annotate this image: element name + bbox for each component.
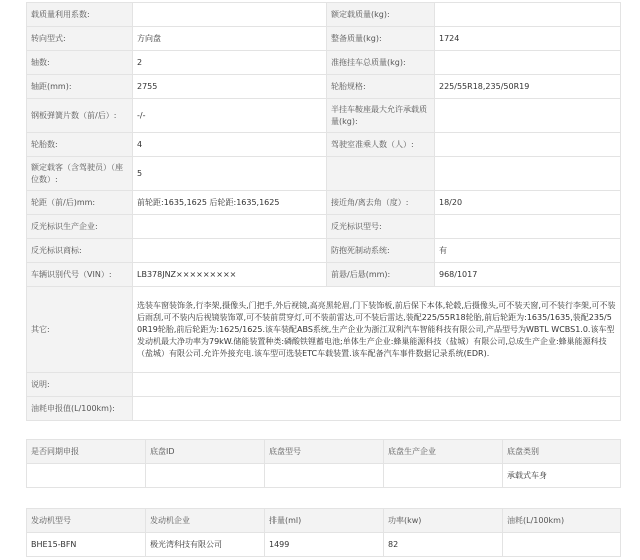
param-value bbox=[133, 239, 327, 263]
param-row bbox=[27, 3, 621, 27]
param-value: 2 bbox=[133, 51, 327, 75]
param-label: 前悬/后悬(mm): bbox=[327, 263, 435, 287]
engine-header-row bbox=[27, 509, 621, 533]
vehicle-params-table bbox=[26, 2, 621, 421]
param-value: 5 bbox=[133, 157, 327, 191]
param-value bbox=[133, 373, 621, 397]
param-row bbox=[27, 99, 621, 133]
param-label: 接近角/离去角（度）: bbox=[327, 191, 435, 215]
param-label: 轮距（前/后)mm: bbox=[27, 191, 133, 215]
chassis-table bbox=[26, 439, 621, 488]
param-label: 轴数: bbox=[27, 51, 133, 75]
engine-value-cell: 1499 bbox=[265, 533, 384, 557]
param-label: 反光标识生产企业: bbox=[27, 215, 133, 239]
chassis-header-cell: 底盘生产企业 bbox=[384, 440, 503, 464]
chassis-value-cell bbox=[146, 464, 265, 488]
param-row bbox=[27, 263, 621, 287]
param-row bbox=[27, 373, 621, 397]
param-label: 轮胎数: bbox=[27, 133, 133, 157]
param-label: 载质量利用系数: bbox=[27, 3, 133, 27]
param-label bbox=[327, 157, 435, 191]
param-label: 额定载质量(kg): bbox=[327, 3, 435, 27]
param-value bbox=[435, 215, 621, 239]
chassis-value-cell bbox=[265, 464, 384, 488]
engine-header-cell: 发动机企业 bbox=[146, 509, 265, 533]
param-value bbox=[435, 157, 621, 191]
param-value: 18/20 bbox=[435, 191, 621, 215]
engine-header-cell: 功率(kw) bbox=[384, 509, 503, 533]
param-value: 前轮距:1635,1625 后轮距:1635,1625 bbox=[133, 191, 327, 215]
param-label: 准拖挂车总质量(kg): bbox=[327, 51, 435, 75]
param-value bbox=[435, 99, 621, 133]
param-value: LB378JNZ××××××××× bbox=[133, 263, 327, 287]
param-label: 反光标识型号: bbox=[327, 215, 435, 239]
chassis-value-row bbox=[27, 464, 621, 488]
chassis-header-cell: 是否同期申报 bbox=[27, 440, 146, 464]
param-value: 1724 bbox=[435, 27, 621, 51]
engine-value-row bbox=[27, 533, 621, 557]
param-label: 额定载客（含驾驶员）（座位数）: bbox=[27, 157, 133, 191]
param-value bbox=[435, 51, 621, 75]
param-row bbox=[27, 191, 621, 215]
chassis-header-cell: 底盘类别 bbox=[503, 440, 621, 464]
param-value: 有 bbox=[435, 239, 621, 263]
engine-value-cell: 82 bbox=[384, 533, 503, 557]
param-value: 4 bbox=[133, 133, 327, 157]
param-label: 轴距(mm): bbox=[27, 75, 133, 99]
param-value bbox=[435, 133, 621, 157]
chassis-header-row bbox=[27, 440, 621, 464]
param-label: 轮胎规格: bbox=[327, 75, 435, 99]
engine-header-cell: 排量(ml) bbox=[265, 509, 384, 533]
engine-value-cell: BHE15-BFN bbox=[27, 533, 146, 557]
engine-header-cell: 油耗(L/100km) bbox=[503, 509, 621, 533]
param-row bbox=[27, 215, 621, 239]
param-value bbox=[133, 3, 327, 27]
param-label: 油耗申报值(L/100km): bbox=[27, 397, 133, 421]
engine-value-cell: 极光湾科技有限公司 bbox=[146, 533, 265, 557]
engine-table bbox=[26, 508, 621, 557]
param-row bbox=[27, 51, 621, 75]
chassis-value-cell: 承载式车身 bbox=[503, 464, 621, 488]
param-value bbox=[133, 397, 621, 421]
param-row bbox=[27, 27, 621, 51]
param-row bbox=[27, 133, 621, 157]
param-label: 整备质量(kg): bbox=[327, 27, 435, 51]
engine-header-cell: 发动机型号 bbox=[27, 509, 146, 533]
param-label: 说明: bbox=[27, 373, 133, 397]
param-value: 选装车窗装饰条,行李架,摄像头,门把手,外后视镜,高亮黑轮眉,门下装饰板,前后保下本体,轮毂,后摄像头,可不装天窗,可不装行李架,可不装后雨刮,可不装内后视镜装饰罩,可不装前贯穿灯,可不装前雷达,可不装后雷达,装配225/55R18轮胎,前后轮距为:1635/1635,装配235/50R19轮胎,前后轮距为:1625/1625.该车装配ABS系统,生产企业为浙江双利汽车智能科技有限公司,产品型号为WBTL WCBS1.0.该车型发动机最大净功率为79kW.储能装置种类:磷酸铁锂蓄电池;单体生产企业:蜂巢能源科技（盐城）有限公司,总成生产企业:蜂巢能源科技（盐城）有限公司.允许外接充电.该车型可选装ETC车载装置.该车配备汽车事件数据记录系统(EDR). bbox=[133, 287, 621, 373]
chassis-value-cell bbox=[27, 464, 146, 488]
param-row bbox=[27, 287, 621, 373]
param-value: 968/1017 bbox=[435, 263, 621, 287]
param-label: 防抱死制动系统: bbox=[327, 239, 435, 263]
param-row bbox=[27, 239, 621, 263]
param-value: 方向盘 bbox=[133, 27, 327, 51]
param-label: 其它: bbox=[27, 287, 133, 373]
param-value bbox=[133, 215, 327, 239]
chassis-value-cell bbox=[384, 464, 503, 488]
param-label: 半挂车鞍座最大允许承载质量(kg): bbox=[327, 99, 435, 133]
param-label: 反光标识商标: bbox=[27, 239, 133, 263]
param-value bbox=[435, 3, 621, 27]
param-row bbox=[27, 75, 621, 99]
engine-value-cell bbox=[503, 533, 621, 557]
param-row bbox=[27, 157, 621, 191]
chassis-header-cell: 底盘ID bbox=[146, 440, 265, 464]
chassis-header-cell: 底盘型号 bbox=[265, 440, 384, 464]
param-label: 转向型式: bbox=[27, 27, 133, 51]
param-row bbox=[27, 397, 621, 421]
param-value: -/- bbox=[133, 99, 327, 133]
param-value: 2755 bbox=[133, 75, 327, 99]
param-value: 225/55R18,235/50R19 bbox=[435, 75, 621, 99]
param-label: 车辆识别代号（VIN）: bbox=[27, 263, 133, 287]
param-label: 驾驶室准乘人数（人）: bbox=[327, 133, 435, 157]
param-label: 钢板弹簧片数（前/后）: bbox=[27, 99, 133, 133]
